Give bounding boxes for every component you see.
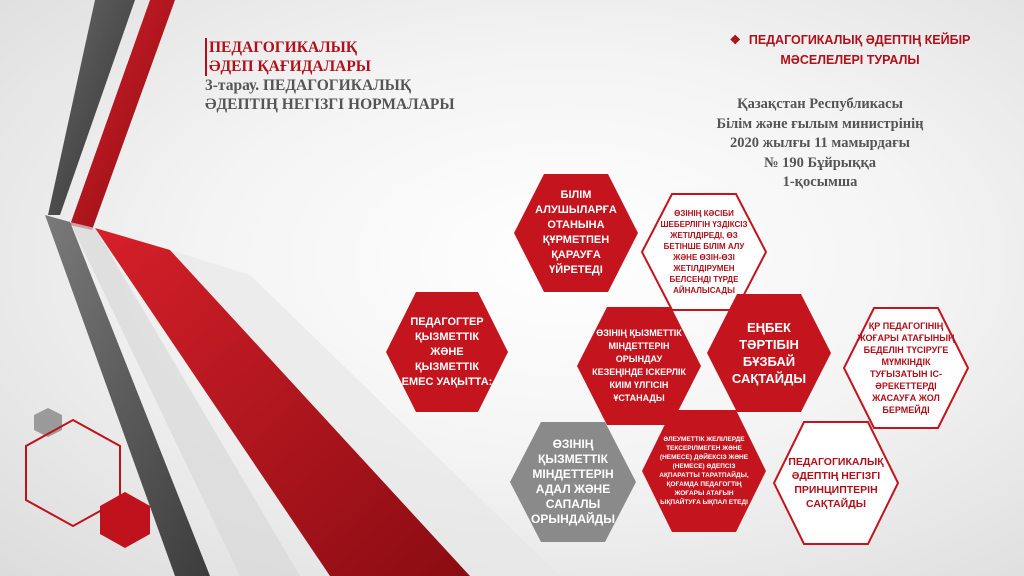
chapter-line-1: 3-тарау. ПЕДАГОГИКАЛЫҚ bbox=[205, 77, 412, 94]
title-block-right bbox=[690, 30, 1010, 70]
decree-line-2: Білім және ғылым министрінің bbox=[716, 115, 924, 132]
decree-line-1: Қазақстан Республикасы bbox=[737, 96, 903, 112]
decree-line-4: № 190 Бұйрыққа bbox=[763, 154, 877, 171]
hexagon-teachers-time: ПЕДАГОГТЕР ҚЫЗМЕТТІК ЖӘНЕ ҚЫЗМЕТТІК ЕМЕС УАҚЫТТА: bbox=[384, 290, 510, 414]
hexagon-honorary-title: ҚР ПЕДАГОГІНІҢ ЖОҒАРЫ АТАҒЫНЫҢ БЕДЕЛІН ТҮСІРУГЕ МҮМКІНДІК ТУҒЫЗАТЫН ІС-ӘРЕКЕТТЕРДІ ЖАСАУҒА ЖОЛ БЕРМЕЙДІ bbox=[842, 306, 970, 430]
title-line-1: ПЕДАГОГИКАЛЫҚ bbox=[209, 39, 358, 56]
hexagon-labor-discipline: ЕҢБЕК ТӘРТІБІН БҰЗБАЙ САҚТАЙДЫ bbox=[705, 292, 833, 414]
decree-reference bbox=[700, 95, 940, 193]
chapter-line-2: ӘДЕПТІҢ НЕГІЗГІ НОРМАЛАРЫ bbox=[205, 96, 455, 113]
title-right-line-1: ПЕДАГОГИКАЛЫҚ ӘДЕПТІҢ КЕЙБІР bbox=[748, 33, 971, 47]
title-line-2: ӘДЕП ҚАҒИДАЛАРЫ bbox=[209, 58, 372, 75]
hexagon-professional-growth: ӨЗІНІҢ КӘСІБИ ШЕБЕРЛІГІН ҮЗДІКСІЗ ЖЕТІЛДІРЕДІ, ӨЗ БЕТІНШЕ БІЛІМ АЛУ ЖӘНЕ ӨЗІН-ӨЗІ ЖЕТІЛДІРУМЕН БЕЛСЕНДІ ТҮРДЕ АЙНАЛЫСАДЫ bbox=[640, 192, 768, 312]
hexagon-duties-honest: ӨЗІНІҢ ҚЫЗМЕТТІК МІНДЕТТЕРІН АДАЛ ЖӘНЕ САПАЛЫ ОРЫНДАЙДЫ bbox=[508, 420, 638, 544]
hexagon-business-attire: ӨЗІНІҢ ҚЫЗМЕТТІК МІНДЕТТЕРІН ОРЫНДАУ КЕЗЕҢІНДЕ ІСКЕРЛІК КИІМ ҮЛГІСІН ҰСТАНАДЫ bbox=[575, 305, 703, 427]
hexagon-social-networks: ӘЛЕУМЕТТІК ЖЕЛІЛЕРДЕ ТЕКСЕРІЛМЕГЕН ЖӘНЕ (НЕМЕСЕ) ДӘЙЕКСІЗ ЖӘНЕ (НЕМЕСЕ) ӘДЕПСІЗ АҚПАРАТТЫ ТАРАТПАЙДЫ, ҚОҒАМДА ПЕДАГОГТІҢ ЖОҒАРЫ АТАҒЫН ЫҚПАЙТУҒА ЫҚПАЛ ЕТЕДІ bbox=[640, 408, 768, 534]
decree-line-3: 2020 жылғы 11 мамырдағы bbox=[729, 135, 911, 151]
decree-line-5: 1-қосымша bbox=[782, 174, 858, 190]
hexagon-principles: ПЕДАГОГИКАЛЫҚ ӘДЕПТІҢ НЕГІЗГІ ПРИНЦИПТЕРІН САҚТАЙДЫ bbox=[772, 420, 900, 546]
bullet-icon: ❖ bbox=[729, 33, 741, 47]
title-block-left bbox=[205, 38, 525, 114]
hexagon-teach-respect: БІЛІМ АЛУШЫЛАРҒА ОТАНЫНА ҚҰРМЕТПЕН ҚАРАУҒА ҮЙРЕТЕДІ bbox=[512, 172, 640, 294]
title-right-line-2: МӘСЕЛЕЛЕРІ ТУРАЛЫ bbox=[780, 53, 920, 67]
decorative-hexagons bbox=[10, 400, 160, 570]
